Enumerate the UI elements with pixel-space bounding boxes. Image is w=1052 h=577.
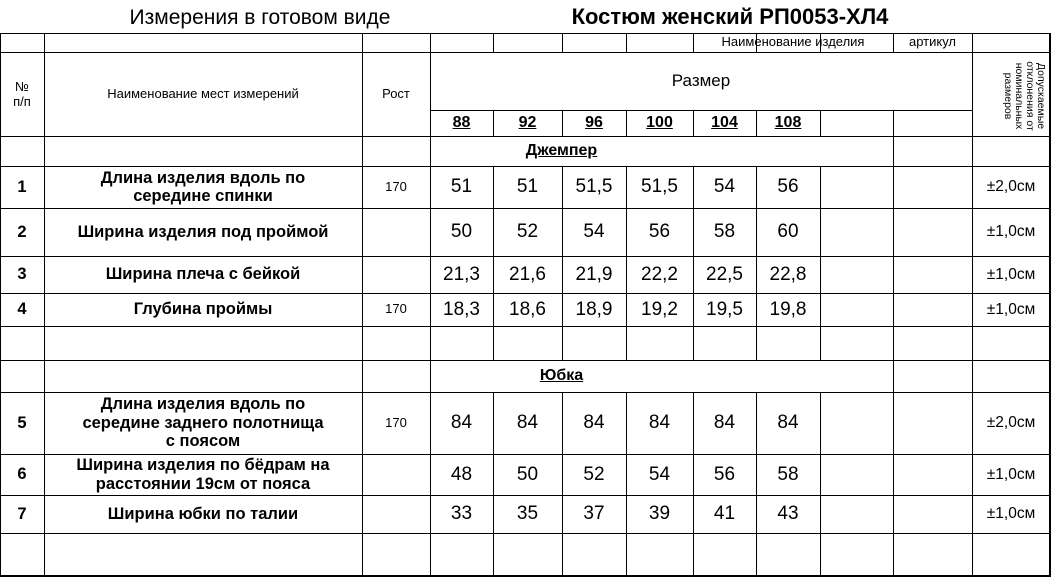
measure-value: 19,8 — [769, 298, 807, 320]
row-number: 3 — [17, 265, 27, 284]
row-number: 5 — [17, 413, 27, 432]
measure-value: 51,5 — [641, 176, 678, 198]
col-line — [493, 33, 494, 52]
size-label: 100 — [646, 114, 673, 132]
col-line — [493, 326, 494, 360]
measure-value: 84 — [648, 412, 671, 434]
col-line — [893, 136, 894, 166]
product-title: Костюм женский РП0053-ХЛ4 — [571, 4, 889, 30]
measure-name: Ширина изделия под проймой — [77, 222, 329, 241]
measure-value: 84 — [450, 412, 473, 434]
col-size-header: Размер — [671, 71, 731, 91]
col-line — [693, 326, 694, 360]
measure-value: 18,9 — [575, 298, 613, 320]
col-line — [756, 326, 757, 360]
col-line — [893, 110, 894, 136]
measure-value: 51,5 — [575, 176, 613, 198]
size-label: 88 — [452, 114, 471, 132]
measure-value: 84 — [516, 412, 539, 434]
measure-value: 52 — [583, 463, 605, 485]
row-number: 7 — [17, 504, 27, 523]
measure-value: 56 — [777, 176, 799, 198]
measure-name: Длина изделия вдоль по середине заднего полотнища с поясом — [82, 395, 324, 451]
measure-value: 54 — [583, 221, 605, 243]
row-number: 4 — [17, 300, 27, 319]
row-number: 2 — [17, 222, 27, 241]
measure-value: 56 — [648, 221, 671, 243]
measure-value: 60 — [777, 221, 799, 243]
measure-name: Длина изделия вдоль по середине спинки — [100, 168, 306, 205]
row-height: 170 — [385, 414, 407, 430]
row-height: 170 — [385, 301, 407, 317]
col-line — [893, 326, 894, 360]
measure-value: 50 — [516, 463, 539, 485]
header-top-line — [0, 52, 44, 53]
measure-value: 19,2 — [641, 298, 678, 320]
measure-value: 35 — [516, 503, 539, 525]
measure-value: 54 — [713, 176, 736, 198]
tolerance-value: ±1,0см — [986, 465, 1036, 483]
product-name-label: Наименование изделия — [721, 34, 865, 50]
col-line — [626, 33, 627, 52]
measure-value: 39 — [648, 503, 671, 525]
measure-value: 84 — [583, 412, 605, 434]
row-height — [362, 256, 430, 293]
measure-value: 18,6 — [509, 298, 546, 320]
measure-name: Ширина плеча с бейкой — [105, 265, 301, 284]
measure-value: 21,9 — [575, 263, 613, 285]
col-tolerance-header: Допускаемые отклонения от номинальных размеров — [1001, 61, 1047, 131]
measure-value: 54 — [648, 463, 671, 485]
col-line — [893, 166, 894, 326]
tolerance-value: ±1,0см — [986, 505, 1036, 523]
row-number: 6 — [17, 465, 27, 484]
col-line — [893, 360, 894, 392]
measure-value: 19,5 — [706, 298, 743, 320]
col-line — [820, 166, 821, 326]
measure-value: 84 — [713, 412, 736, 434]
row-height — [362, 454, 430, 495]
col-line — [562, 326, 563, 360]
tolerance-value: ±1,0см — [986, 223, 1036, 241]
measure-value: 21,3 — [443, 263, 480, 285]
col-line — [562, 33, 563, 52]
measure-value: 22,8 — [769, 263, 807, 285]
measure-name: Ширина изделия по бёдрам на расстоянии 19см от пояса — [76, 456, 330, 493]
measure-value: 21,6 — [509, 263, 546, 285]
article-label: артикул — [908, 34, 957, 50]
measure-value: 56 — [713, 463, 736, 485]
section-title: Юбка — [539, 367, 584, 385]
row-height — [362, 495, 430, 533]
col-num-header: № п/п — [13, 79, 31, 109]
size-label: 108 — [774, 114, 802, 132]
measure-value: 58 — [777, 463, 799, 485]
size-label: 96 — [585, 114, 603, 132]
measure-value: 37 — [583, 503, 605, 525]
measure-value: 48 — [450, 463, 473, 485]
measure-name: Ширина юбки по талии — [107, 504, 299, 523]
sheet-title: Измерения в готовом виде — [129, 5, 391, 29]
measure-value: 51 — [450, 176, 473, 198]
col-height-header: Рост — [382, 85, 410, 101]
col-line — [626, 326, 627, 360]
tolerance-value: ±2,0см — [986, 414, 1036, 432]
measure-value: 51 — [516, 176, 539, 198]
row-height — [362, 208, 430, 256]
row-height: 170 — [385, 178, 407, 194]
col-line — [820, 110, 821, 136]
measure-value: 43 — [777, 503, 799, 525]
row-number: 1 — [17, 177, 27, 196]
tolerance-value: ±1,0см — [986, 265, 1036, 283]
col-line — [820, 392, 821, 577]
size-label: 92 — [518, 114, 537, 132]
col-line — [820, 326, 821, 360]
measure-value: 84 — [777, 412, 799, 434]
measure-value: 58 — [713, 221, 736, 243]
section-title: Джемпер — [525, 142, 598, 160]
col-measure-header: Наименование мест измерений — [107, 85, 299, 101]
measure-value: 52 — [516, 221, 539, 243]
col-line — [893, 392, 894, 577]
tolerance-value: ±2,0см — [986, 178, 1036, 196]
measure-value: 22,5 — [706, 263, 743, 285]
measure-name: Глубина проймы — [133, 300, 273, 319]
measure-value: 41 — [713, 503, 736, 525]
measure-value: 50 — [450, 221, 473, 243]
measure-value: 33 — [450, 503, 473, 525]
measure-value: 18,3 — [443, 298, 480, 320]
tolerance-value: ±1,0см — [986, 300, 1036, 318]
size-label: 104 — [711, 114, 738, 132]
measure-value: 22,2 — [641, 263, 678, 285]
